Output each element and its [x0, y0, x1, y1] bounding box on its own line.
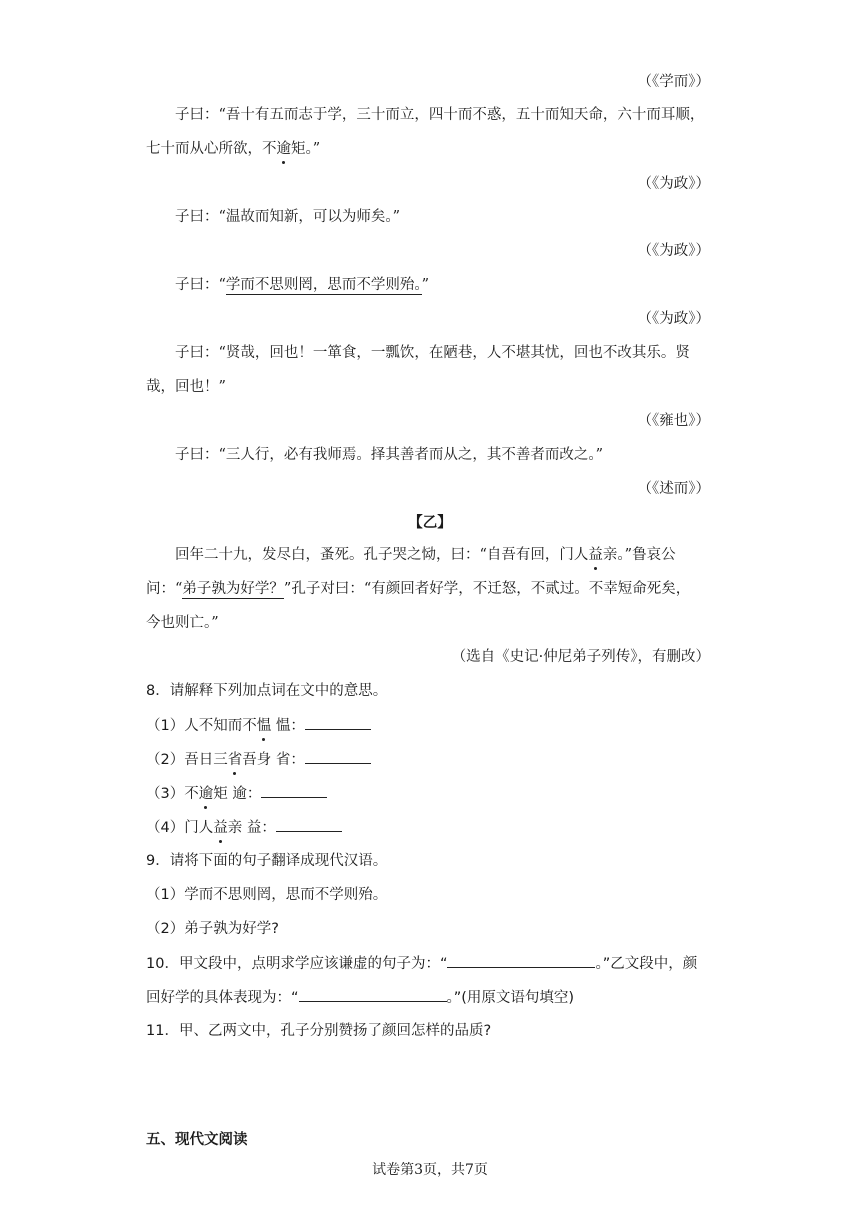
- answer-blank[interactable]: [276, 817, 342, 832]
- source-shuer: （《述而》）: [637, 481, 710, 497]
- dotted-char: 省: [227, 752, 243, 768]
- passage-b-source: （选自《史记·仲尼弟子列传》，有删改）: [451, 649, 710, 665]
- text: 矩。”: [291, 141, 321, 157]
- quote-wengu: 子曰：“温故而知新，可以为师矣。”: [175, 209, 401, 225]
- source-weizheng-3: （《为政》）: [637, 311, 710, 327]
- underlined-sentence: 弟子孰为好学？: [182, 581, 284, 597]
- answer-blank[interactable]: [305, 749, 371, 764]
- question-8-4: [146, 817, 342, 838]
- text: 亲。”鲁哀公: [602, 547, 676, 563]
- question-9: 9．请将下面的句子翻译成现代汉语。: [146, 853, 388, 869]
- text: ”: [421, 277, 430, 293]
- answer-blank[interactable]: [447, 953, 595, 968]
- source-xueer: （《学而》）: [637, 74, 710, 90]
- dotted-char: 益: [588, 547, 603, 563]
- text: 吾身 省：: [242, 752, 305, 768]
- question-10-line2: [146, 987, 574, 1008]
- text: （2）吾日三: [146, 752, 228, 768]
- quote-sanrenxing: 子曰：“三人行，必有我师焉。择其善者而从之，其不善者而改之。”: [175, 447, 604, 463]
- question-8-2: [146, 749, 371, 770]
- dotted-char: 逾: [198, 786, 214, 802]
- question-8: 8．请解释下列加点词在文中的意思。: [146, 683, 388, 699]
- text: 愠：: [271, 718, 305, 734]
- quote-zhiyuxue-line2: [146, 139, 320, 159]
- answer-blank[interactable]: [305, 715, 371, 730]
- question-8-1: [146, 715, 371, 736]
- text: 矩 逾：: [213, 786, 262, 802]
- source-weizheng-2: （《为政》）: [637, 243, 710, 259]
- question-11: 11．甲、乙两文中，孔子分别赞扬了颜回怎样的品质?: [146, 1023, 492, 1039]
- dotted-char: 益: [213, 820, 228, 836]
- source-weizheng-1: （《为政》）: [637, 176, 710, 192]
- passage-b-title: 【乙】: [408, 514, 452, 531]
- text: 亲 益：: [227, 820, 276, 836]
- text: （4）门人: [146, 820, 214, 836]
- question-8-3: [146, 783, 327, 804]
- text: （3）不: [146, 786, 199, 802]
- section-5-heading: 五、现代文阅读: [146, 1132, 248, 1148]
- text: 。”(用原文语句填空): [446, 990, 575, 1006]
- passage-b-line3: 今也则亡。”: [146, 615, 219, 631]
- answer-blank[interactable]: [299, 987, 447, 1002]
- text: ”孔子对曰：“有颜回者好学，不迁怒，不贰过。不幸短命死矣，: [283, 581, 691, 597]
- text: 。”乙文段中，颜: [595, 956, 698, 972]
- dotted-char: 愠: [256, 718, 272, 734]
- page-footer: 试卷第3页，共7页: [372, 1162, 488, 1178]
- answer-blank[interactable]: [261, 783, 327, 798]
- text: （1）人不知而不: [146, 718, 257, 734]
- quote-xueer-busi: [175, 275, 429, 295]
- text: 10．甲文段中，点明求学应该谦虚的句子为：“: [146, 956, 448, 972]
- question-10-line1: [146, 953, 697, 974]
- text: 子曰：“: [175, 277, 226, 293]
- text: 七十而从心所欲，不: [146, 141, 277, 157]
- text: 问：“: [146, 581, 183, 597]
- question-9-2: （2）弟子孰为好学?: [146, 921, 279, 937]
- text: 回年二十九，发尽白，蚤死。孔子哭之恸，曰：“自吾有回，门人: [175, 547, 589, 563]
- quote-xianzai-line2: 哉，回也！”: [146, 379, 226, 395]
- quote-xianzai-line1: 子曰：“贤哉，回也！一箪食，一瓢饮，在陋巷，人不堪其忧，回也不改其乐。贤: [175, 345, 690, 361]
- passage-b-line1: [175, 545, 676, 565]
- underlined-sentence: 学而不思则罔，思而不学则殆。: [225, 277, 422, 293]
- text: 回好学的具体表现为：“: [146, 990, 299, 1006]
- source-yongye: （《雍也》）: [637, 413, 710, 429]
- quote-zhiyuxue-line1: 子曰：“吾十有五而志于学，三十而立，四十而不惑，五十而知天命，六十而耳顺，: [175, 107, 705, 123]
- passage-b-line2: [146, 579, 690, 599]
- question-9-1: （1）学而不思则罔，思而不学则殆。: [146, 887, 388, 903]
- dotted-char: 逾: [276, 141, 291, 157]
